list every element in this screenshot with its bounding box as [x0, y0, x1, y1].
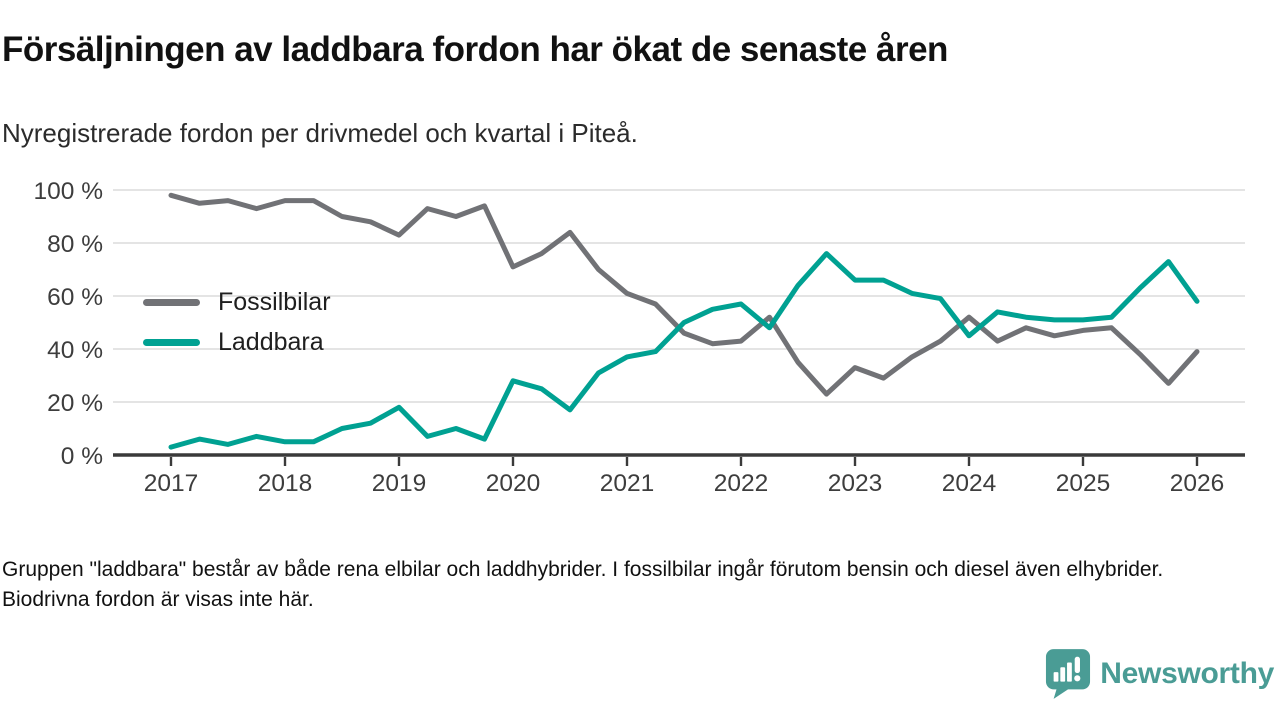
x-tick-label: 2017 [143, 470, 199, 497]
legend-label-fossilbilar: Fossilbilar [218, 287, 331, 316]
x-tick-label: 2025 [1055, 470, 1111, 497]
y-tick-label: 60 % [47, 284, 103, 311]
y-tick-label: 80 % [47, 231, 103, 258]
chart-legend [143, 282, 331, 362]
x-tick-label: 2024 [941, 470, 997, 497]
x-tick-label: 2018 [257, 470, 313, 497]
footnote: Gruppen "laddbara" består av både rena elbilar och laddhybrider. I fossilbilar ingår förutom bensin och diesel även elhybrider. Biodrivna fordon är visas inte här. [2, 558, 1164, 611]
x-tick-label: 2020 [485, 470, 541, 497]
y-tick-label: 40 % [47, 337, 103, 364]
brand-name: Newsworthy [1100, 657, 1274, 690]
newsworthy-bubble-chart-icon [1045, 648, 1091, 700]
y-axis-labels [34, 178, 103, 470]
x-tick-label: 2026 [1169, 470, 1225, 497]
laddbara-swatch-icon [143, 339, 200, 346]
chart-subtitle: Nyregistrerade fordon per drivmedel och kvartal i Piteå. [2, 118, 638, 148]
chart-title: Försäljningen av laddbara fordon har ökat de senaste åren [2, 30, 948, 69]
x-tick-label: 2023 [827, 470, 883, 497]
x-tick-label: 2021 [599, 470, 655, 497]
legend-item-fossilbilar [143, 282, 331, 322]
newsworthy-logo [1045, 648, 1274, 700]
x-axis [113, 455, 1245, 466]
fossilbilar-swatch-icon [143, 299, 200, 306]
legend-label-laddbara: Laddbara [218, 327, 324, 356]
y-tick-label: 20 % [47, 390, 103, 417]
x-axis-labels [144, 470, 1225, 497]
x-tick-label: 2019 [371, 470, 427, 497]
y-tick-label: 100 % [33, 178, 103, 205]
y-tick-label: 0 % [60, 443, 103, 470]
legend-item-laddbara [143, 322, 331, 362]
x-tick-label: 2022 [713, 470, 769, 497]
